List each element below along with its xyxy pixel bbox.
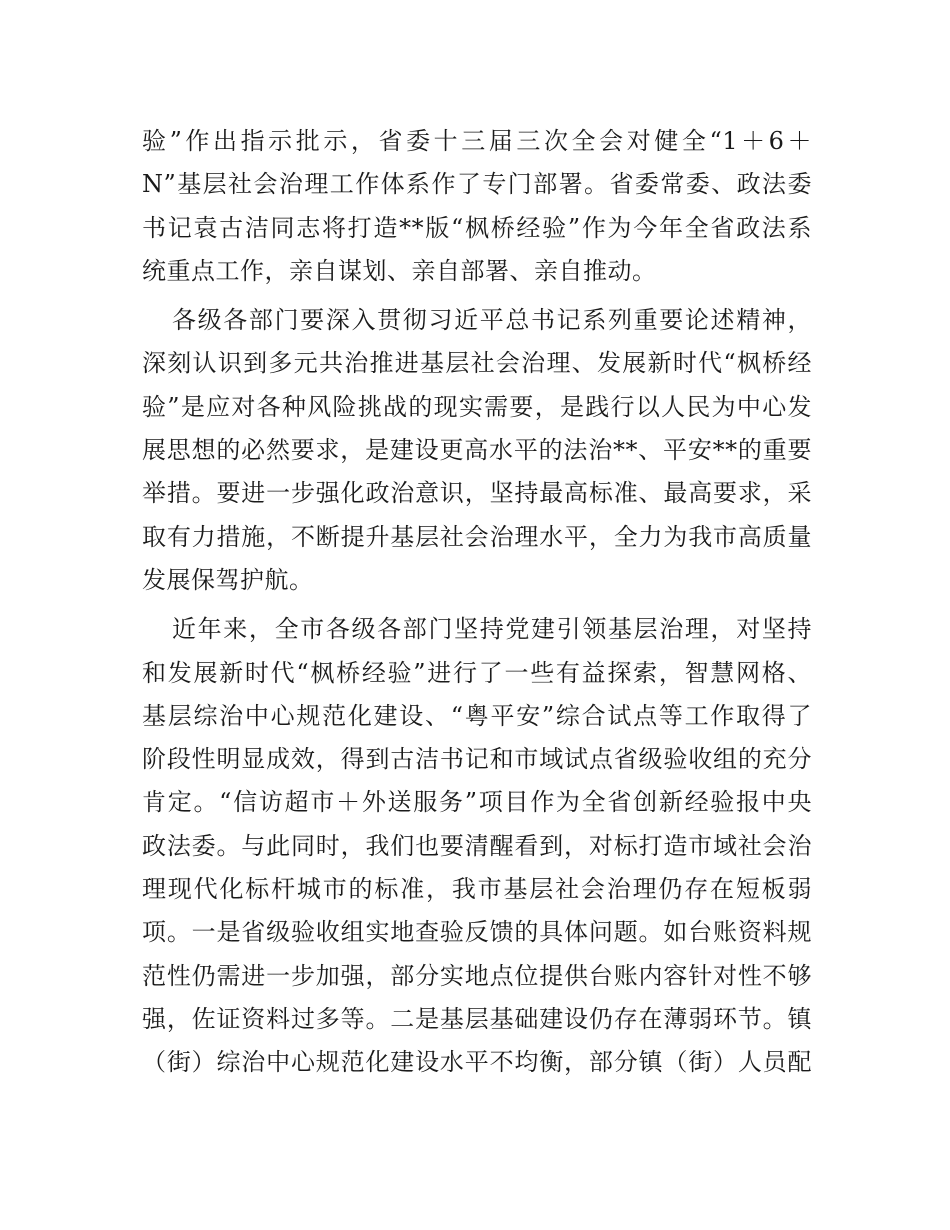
text-line: 验”是应对各种风险挑战的现实需要，是践行以人民为中心发 <box>142 392 812 421</box>
text-line: 强，佐证资料过多等。二是基层基础建设仍存在薄弱环节。镇 <box>142 1004 812 1033</box>
document-body <box>142 120 812 1085</box>
text-line: 各级各部门要深入贯彻习近平总书记系列重要论述精神， <box>172 306 812 335</box>
text-line: 理现代化标杆城市的标准，我市基层社会治理仍存在短板弱 <box>142 875 812 904</box>
text-line: 深刻认识到多元共治推进基层社会治理、发展新时代“枫桥经 <box>142 349 812 378</box>
text-line: 发展保驾护航。 <box>142 565 314 594</box>
text-line: 政法委。与此同时，我们也要清醒看到，对标打造市域社会治 <box>142 831 812 860</box>
text-line: N”基层社会治理工作体系作了专门部署。省委常委、政法委 <box>142 170 812 199</box>
text-line: 书记袁古洁同志将打造**版“枫桥经验”作为今年全省政法系 <box>142 213 812 242</box>
text-line: 举措。要进一步强化政治意识，坚持最高标准、最高要求，采 <box>142 479 812 508</box>
text-line: 阶段性明显成效，得到古洁书记和市域试点省级验收组的充分 <box>142 745 812 774</box>
text-line: 和发展新时代“枫桥经验”进行了一些有益探索，智慧网格、 <box>142 658 812 687</box>
text-line: 基层综治中心规范化建设、“粤平安”综合试点等工作取得了 <box>142 701 812 730</box>
text-line: 近年来，全市各级各部门坚持党建引领基层治理，对坚持 <box>172 615 812 644</box>
text-line: 验”作出指示批示，省委十三届三次全会对健全“1＋6＋ <box>142 127 812 155</box>
paragraph-2 <box>142 299 812 602</box>
text-line: 展思想的必然要求，是建设更高水平的法治**、平安**的重要 <box>142 436 812 465</box>
text-line: （街）综治中心规范化建设水平不均衡，部分镇（街）人员配 <box>142 1048 812 1077</box>
text-line: 肯定。“信访超市＋外送服务”项目作为全省创新经验报中央 <box>142 788 812 817</box>
text-line: 项。一是省级验收组实地查验反馈的具体问题。如台账资料规 <box>142 918 812 947</box>
paragraph-3 <box>142 608 812 1084</box>
text-line: 范性仍需进一步加强，部分实地点位提供台账内容针对性不够 <box>142 961 812 990</box>
text-line: 统重点工作，亲自谋划、亲自部署、亲自推动。 <box>142 256 657 285</box>
paragraph-1 <box>142 120 812 293</box>
text-line: 取有力措施，不断提升基层社会治理水平，全力为我市高质量 <box>142 522 812 551</box>
